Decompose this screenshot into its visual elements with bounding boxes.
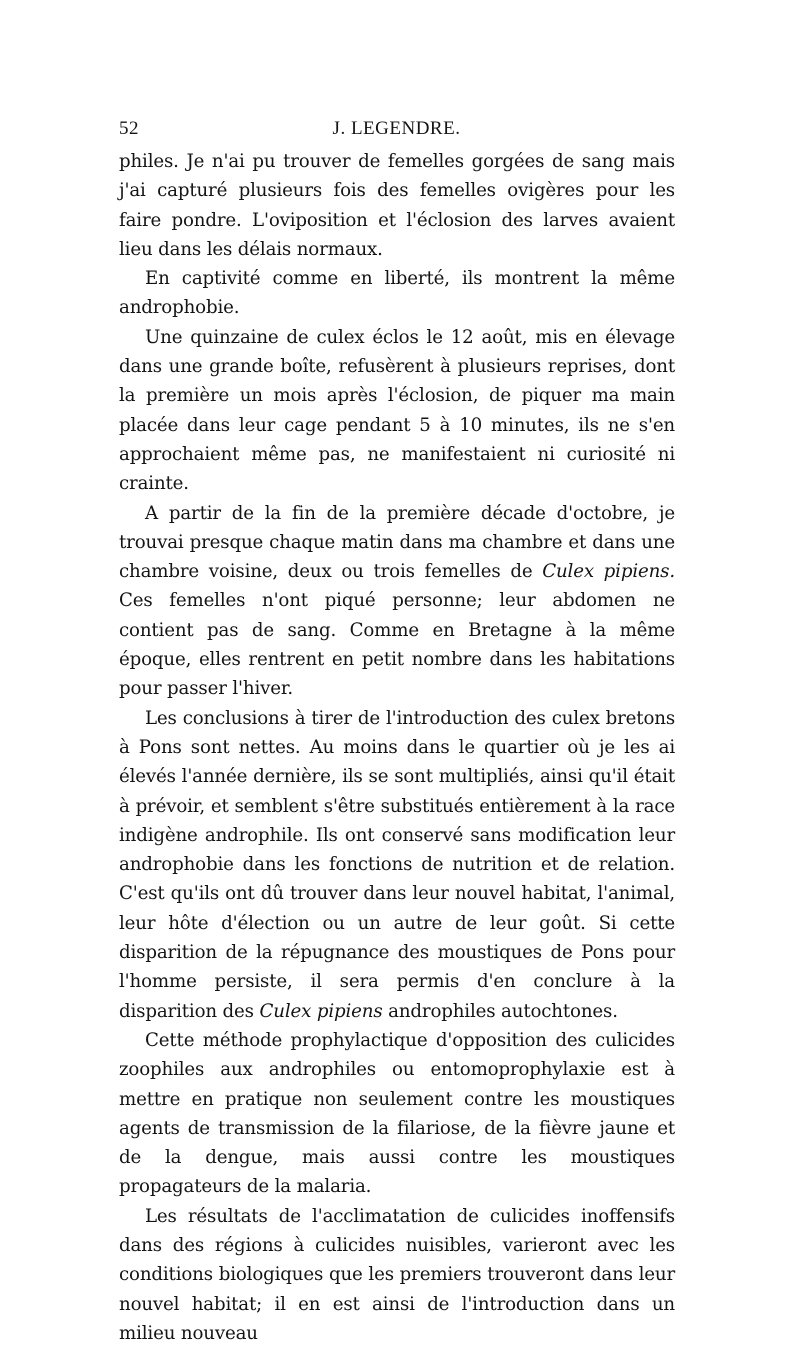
paragraph-text: androphiles autochtones. [382, 1000, 618, 1022]
italic-species-name: Culex pipiens [259, 1000, 383, 1022]
paragraph [119, 1026, 675, 1202]
paragraph-text: philes. Je n'ai pu trouver de femelles gorgées de sang mais j'ai capturé plusieurs fois des femelles ovigères pour les faire pondre. L'oviposition et l'éclosion des larves avaient lieu dans les délais normaux. [119, 151, 675, 260]
running-head [119, 118, 674, 144]
italic-species-name: Culex pipiens. [542, 561, 675, 583]
page-number: 52 [119, 118, 139, 139]
paragraph [119, 499, 675, 704]
paragraph-text: Les conclusions à tirer de l'introduction des culex bretons à Pons sont nettes. Au moins dans le quartier où je les ai élevés l'année dernière, ils se sont multipliés, ainsi qu'il était à prévoir, et semblent s'être substitués entièrement à la race indigène androphile. Ils ont conservé sans modification leur androphobie dans les fonctions de nutrition et de relation. C'est qu'ils ont dû trouver dans leur nouvel habitat, l'animal, leur hôte d'élection ou un autre de leur goût. Si cette disparition de la répugnance des moustiques de Pons pour l'homme persiste, il sera permis d'en conclure à la disparition des [119, 707, 675, 1022]
paragraph [119, 147, 675, 264]
paragraph [119, 1202, 675, 1348]
paragraph-text: En captivité comme en liberté, ils montrent la même androphobie. [119, 268, 675, 319]
paragraph-text: A partir de la fin de la première décade d'octobre, je trouvai presque chaque matin dans ma chambre et dans une chambre voisine, deux ou trois femelles de [119, 502, 675, 583]
body-text [119, 147, 675, 1348]
paragraph-text: Cette méthode prophylactique d'opposition des culicides zoophiles aux androphiles ou entomoprophylaxie est à mettre en pratique non seulement contre les moustiques agents de transmission de la filariose, de la fièvre jaune et de la dengue, mais aussi contre les moustiques propagateurs de la malaria. [119, 1029, 675, 1198]
running-title: J. LEGENDRE. [332, 118, 461, 139]
paragraph [119, 323, 675, 499]
paragraph-text: Les résultats de l'acclimatation de culicides inoffensifs dans des régions à culicides nuisibles, varieront avec les conditions biologiques que les premiers trouveront dans leur nouvel habitat; il en est ainsi de l'introduction dans un milieu nouveau [119, 1205, 675, 1344]
paragraph-text: Une quinzaine de culex éclos le 12 août, mis en élevage dans une grande boîte, refusèrent à plusieurs reprises, dont la première un mois après l'éclosion, de piquer ma main placée dans leur cage pendant 5 à 10 minutes, ils ne s'en approchaient même pas, ne manifestaient ni curiosité ni crainte. [119, 326, 675, 495]
paragraph [119, 704, 675, 1026]
paragraph-text: Ces femelles n'ont piqué personne; leur abdomen ne contient pas de sang. Comme en Bretagne à la même époque, elles rentrent en petit nombre dans les habitations pour passer l'hiver. [119, 590, 675, 700]
paragraph [119, 264, 675, 323]
